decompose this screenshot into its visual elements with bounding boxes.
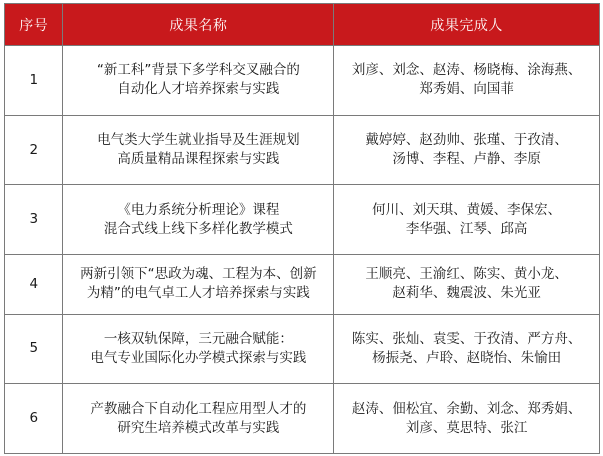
table-row [5, 384, 600, 454]
contributors-line: 赵涛、佃松宜、余勤、刘念、郑秀娟、 [351, 400, 582, 417]
table-row [5, 115, 600, 185]
contributors-cell [334, 185, 600, 255]
contributors-line: 刘彦、刘念、赵涛、杨晓梅、涂海燕、 [351, 62, 582, 79]
achievement-name-line: 两新引领下“思政为魂、工程为本、创新 [80, 266, 317, 283]
achievement-name-line: 自动化人才培养探索与实践 [117, 81, 280, 98]
contributors-line: 刘彦、莫思特、张江 [405, 419, 528, 436]
header-contributors: 成果完成人 [334, 4, 600, 46]
contributors-cell [334, 115, 600, 185]
achievement-name-line: “新工科”背景下多学科交叉融合的 [96, 62, 300, 79]
serial-number-cell: 6 [5, 384, 63, 454]
header-serial-number: 序号 [5, 4, 63, 46]
achievement-name-line: 研究生培养模式改革与实践 [117, 419, 280, 436]
contributors-cell [334, 46, 600, 116]
table-row [5, 46, 600, 116]
achievement-name-line: 混合式线上线下多样化教学模式 [103, 220, 293, 237]
achievement-name-cell [63, 384, 334, 454]
achievement-name-line: 产教融合下自动化工程应用型人才的 [90, 400, 307, 417]
contributors-cell [334, 255, 600, 314]
header-achievement-name: 成果名称 [63, 4, 334, 46]
contributors-line: 陈实、张灿、袁雯、于孜清、严方舟、 [351, 330, 582, 347]
serial-number-cell: 4 [5, 255, 63, 314]
contributors-cell [334, 384, 600, 454]
table-row [5, 314, 600, 384]
contributors-line: 郑秀娟、向国菲 [419, 81, 514, 98]
achievement-name-line: 一核双轨保障，三元融合赋能： [103, 330, 293, 347]
achievement-name-line: 电气专业国际化办学模式探索与实践 [90, 349, 307, 366]
contributors-line: 王顺亮、王渝红、陈实、黄小龙、 [365, 266, 568, 283]
contributors-cell [334, 314, 600, 384]
achievement-name-line: 《电力系统分析理论》课程 [117, 201, 280, 218]
serial-number-cell: 3 [5, 185, 63, 255]
contributors-line: 李华强、江琴、邱高 [405, 220, 528, 237]
achievement-name-cell [63, 46, 334, 116]
achievement-name-cell [63, 255, 334, 314]
serial-number-cell: 1 [5, 46, 63, 116]
table-header-row [5, 4, 600, 46]
contributors-line: 何川、刘天琪、黄媛、李保宏、 [372, 201, 562, 218]
contributors-line: 戴婷婷、赵劲帅、张瑾、于孜清、 [365, 132, 568, 149]
serial-number-cell: 5 [5, 314, 63, 384]
achievement-name-cell [63, 185, 334, 255]
achievement-name-line: 高质量精品课程探索与实践 [117, 151, 280, 168]
achievement-name-cell [63, 314, 334, 384]
achievements-table [4, 3, 600, 454]
table-row [5, 185, 600, 255]
contributors-line: 赵莉华、魏震波、朱光亚 [392, 285, 541, 302]
contributors-line: 杨振尧、卢聆、赵晓怡、朱愉田 [372, 349, 562, 366]
achievement-name-cell [63, 115, 334, 185]
achievement-name-line: 电气类大学生就业指导及生涯规划 [97, 132, 300, 149]
table-row [5, 255, 600, 314]
serial-number-cell: 2 [5, 115, 63, 185]
achievement-name-line: 为精”的电气卓工人才培养探索与实践 [86, 285, 310, 302]
contributors-line: 汤博、李程、卢静、李原 [392, 151, 541, 168]
